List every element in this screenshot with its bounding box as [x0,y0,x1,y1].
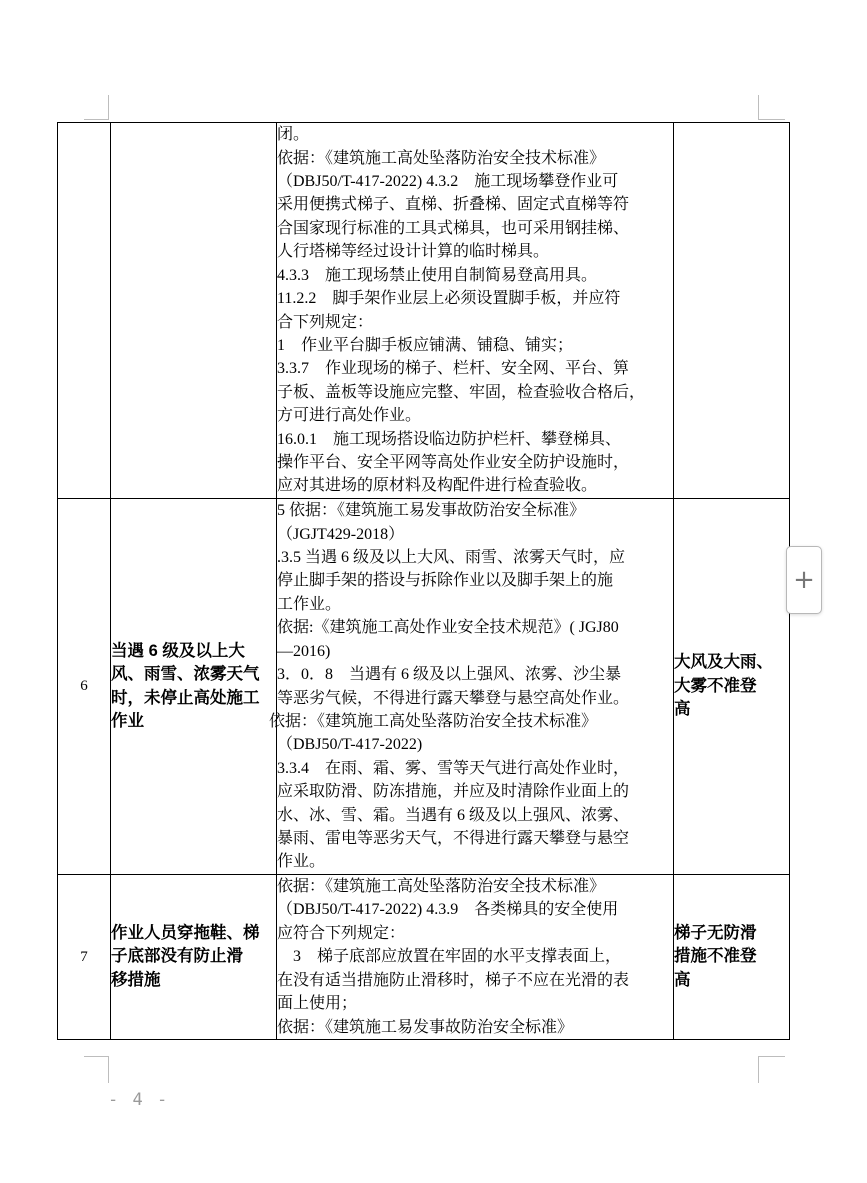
basis-line: 依据：《建筑施工高处坠落防治安全技术标准》 [277,149,606,167]
basis-line: 应采取防滑、防冻措施，并应及时清除作业面上的 [277,783,630,801]
basis-line: —2016) [277,642,331,660]
basis-line: 3.3.7 作业现场的梯子、栏杆、安全网、平台、箅 [277,360,630,378]
basis-line: 11.2.2 脚手架作业层上必须设置脚手板，并应符 [277,290,621,308]
basis-line: 依据：《建筑施工高处坠落防治安全技术标准》 [269,712,598,730]
requirement-line: 大风及大雨、 [674,653,773,672]
basis-line: 在没有适当措施防止滑移时，梯子不应在光滑的表 [277,971,630,989]
basis-line: 人行塔梯等经过设计计算的临时梯具。 [277,243,550,261]
crop-mark-bottom-left [84,1056,109,1083]
row-number: 7 [58,875,111,1040]
legal-basis [277,123,674,499]
table-row [58,875,790,1040]
basis-line: 依据:《建筑施工高处作业安全技术规范》( JGJ80 [277,619,619,637]
basis-line: 4.3.3 施工现场禁止使用自制简易登高用具。 [277,266,598,284]
legal-basis [269,499,674,875]
basis-line: （DBJ50/T-417-2022) 4.3.9 各类梯具的安全使用 [277,901,619,919]
requirement [674,875,790,1040]
requirement [674,123,790,499]
basis-line: 操作平台、安全平网等高处作业安全防护设施时， [277,453,630,471]
requirement-line: 高 [674,700,691,719]
requirement-line: 措施不准登 [674,947,757,966]
hazard-description [111,499,277,875]
requirement-line: 梯子无防滑 [674,923,757,942]
hazard-line: 风、雨雪、浓雾天气 [111,665,260,683]
row-number: 6 [58,499,111,875]
legal-basis [277,875,674,1040]
basis-line: 5 依据：《建筑施工易发事故防治安全标准》 [277,502,586,520]
basis-line: 面上使用； [277,995,358,1013]
hazard-line: 作业 [111,712,144,730]
basis-line: 方可进行高处作业。 [277,407,422,425]
page-number: - 4 - [108,1090,170,1110]
requirement-line: 高 [674,970,691,989]
hazard-line: 作业人员穿拖鞋、梯 [111,923,260,942]
basis-line: （JGJT429-2018） [277,525,405,543]
basis-line: 应符合下列规定： [277,924,406,942]
basis-line: .3.5 当遇 6 级及以上大风、雨雪、浓雾天气时，应 [277,549,626,567]
row-number [58,123,111,499]
basis-line: 应对其进场的原材料及构配件进行检查验收。 [277,477,598,495]
basis-line: 子板、盖板等设施应完整、牢固，检查验收合格后， [277,383,646,401]
basis-line: 3.3.4 在雨、霜、雾、雪等天气进行高处作业时， [277,759,630,777]
add-icon[interactable]: + [786,546,822,614]
hazard-table [57,122,790,1040]
basis-line: 合下列规定： [277,313,374,331]
basis-line: 3．0．8 当遇有 6 级及以上强风、浓雾、沙尘暴 [277,666,622,684]
hazard-line: 当遇 6 级及以上大 [111,641,245,660]
basis-line: 1 作业平台脚手板应铺满、铺稳、铺实； [277,336,574,354]
crop-mark-top-right [758,95,785,120]
requirement-line: 大雾不准登 [674,676,757,695]
basis-line: 3 梯子底部应放置在牢固的水平支撑表面上， [277,948,622,966]
basis-line: 16.0.1 施工现场搭设临边防护栏杆、攀登梯具、 [277,430,622,448]
requirement [674,499,790,875]
hazard-description [111,875,277,1040]
basis-line: 等恶劣气候，不得进行露天攀登与悬空高处作业。 [277,689,630,707]
basis-line: 作业。 [277,853,326,871]
basis-line: 采用便携式梯子、直梯、折叠梯、固定式直梯等符 [277,196,630,214]
crop-mark-bottom-right [758,1056,785,1083]
hazard-line: 子底部没有防止滑 [111,947,243,966]
hazard-description [111,123,277,499]
table-row [58,123,790,499]
basis-line: 水、冰、雪、霜。当遇有 6 级及以上强风、浓雾、 [277,806,630,824]
crop-mark-top-left [84,95,109,120]
basis-line: （DBJ50/T-417-2022) 4.3.2 施工现场攀登作业可 [277,173,619,191]
basis-line: 依据：《建筑施工高处坠落防治安全技术标准》 [277,878,606,896]
table-row [58,499,790,875]
basis-line: 暴雨、雷电等恶劣天气，不得进行露天攀登与悬空 [277,829,630,847]
basis-line: 工作业。 [277,595,342,613]
basis-line: 依据：《建筑施工易发事故防治安全标准》 [277,1018,574,1036]
basis-line: 合国家现行标准的工具式梯具，也可采用钢挂梯、 [277,219,630,237]
basis-line: （DBJ50/T-417-2022) [277,736,423,754]
hazard-line: 移措施 [111,970,161,989]
basis-line: 停止脚手架的搭设与拆除作业以及脚手架上的施 [277,572,614,590]
basis-line: 闭。 [277,126,310,144]
hazard-line: 时，未停止高处施工 [111,688,260,707]
